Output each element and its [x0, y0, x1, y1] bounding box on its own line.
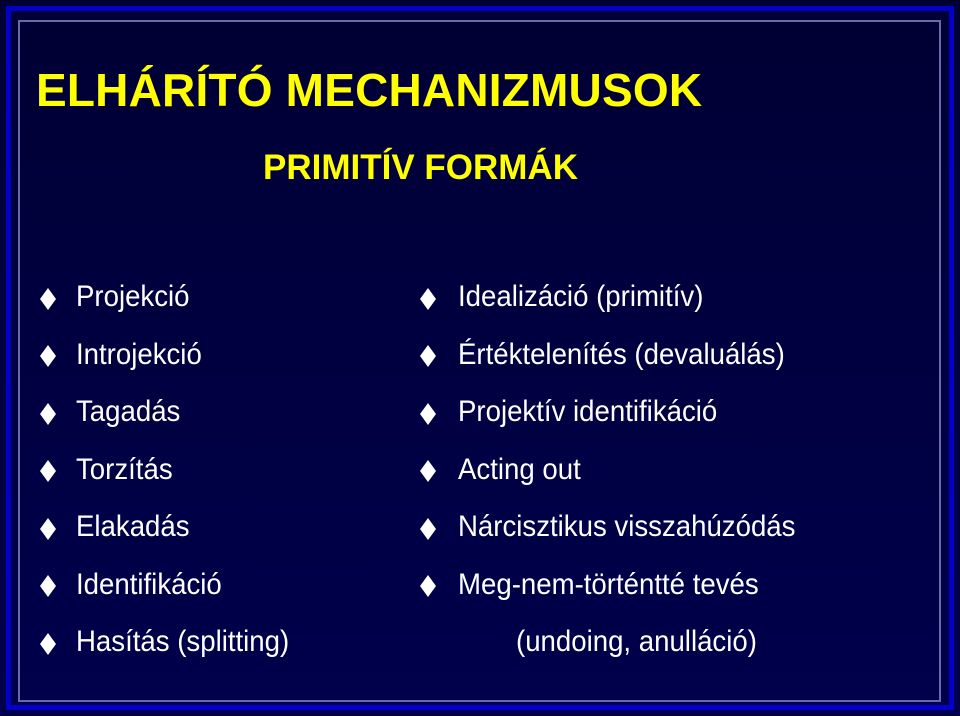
list-item-label: Elakadás [76, 510, 190, 543]
list-item-label: Projektív identifikáció [458, 395, 718, 428]
list-item-label: Identifikáció [76, 567, 222, 601]
diamond-bullet-icon [420, 403, 436, 425]
list-item-label: Tagadás [76, 395, 181, 428]
list-item-label: Idealizáció (primitív) [458, 280, 704, 313]
list-item-label: Meg-nem-történtté tevés [458, 567, 759, 601]
diamond-bullet-icon [420, 288, 436, 310]
list-item-label: Hasítás (splitting) [76, 625, 290, 658]
diamond-bullet-icon [40, 575, 56, 597]
list-item-continuation-label: (undoing, anulláció) [516, 625, 757, 658]
diamond-bullet-icon [40, 345, 56, 367]
slide-title: ELHÁRÍTÓ MECHANIZMUSOK [36, 64, 703, 116]
list-item-label: Nárcisztikus visszahúzódás [458, 510, 796, 543]
list-item-label: Értéktelenítés (devaluálás) [458, 337, 785, 371]
list-item-label: Introjekció [76, 337, 202, 371]
diamond-bullet-icon [420, 345, 436, 367]
diamond-bullet-icon [40, 403, 56, 425]
list-item-label: Projekció [76, 280, 190, 313]
diamond-bullet-icon [40, 633, 56, 655]
diamond-bullet-icon [420, 518, 436, 540]
diamond-bullet-icon [40, 460, 56, 482]
slide-subtitle: PRIMITÍV FORMÁK [263, 148, 578, 187]
diamond-bullet-icon [40, 518, 56, 540]
diamond-bullet-icon [420, 460, 436, 482]
list-item-label: Torzítás [76, 452, 173, 486]
list-item-label: Acting out [458, 452, 581, 486]
diamond-bullet-icon [420, 575, 436, 597]
diamond-bullet-icon [40, 288, 56, 310]
